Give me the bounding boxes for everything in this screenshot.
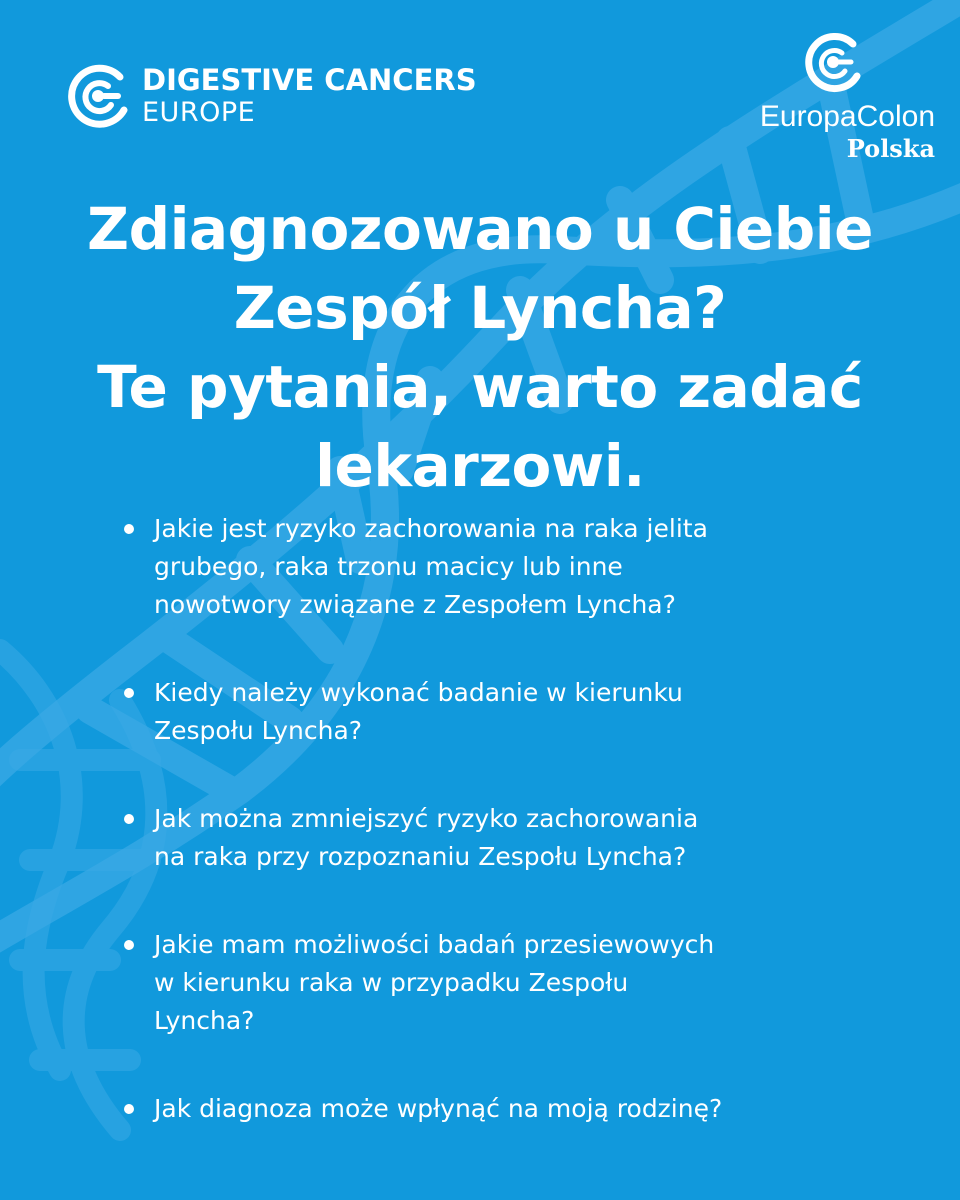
question-line: Jakie mam możliwości badań przesiewowych bbox=[154, 930, 715, 959]
list-item bbox=[118, 800, 918, 876]
question-line: na raka przy rozpoznaniu Zespołu Lyncha? bbox=[154, 842, 687, 871]
question-list bbox=[118, 510, 918, 1128]
question-text bbox=[154, 1090, 918, 1128]
bullet-dot-icon bbox=[124, 1104, 134, 1114]
question-text bbox=[154, 510, 918, 624]
question-text bbox=[154, 926, 918, 1040]
question-line: Zespołu Lyncha? bbox=[154, 716, 363, 745]
digestive-cancers-europe-logo-icon bbox=[64, 62, 132, 130]
dce-wordmark bbox=[142, 63, 477, 128]
list-item bbox=[118, 674, 918, 750]
bullet-dot-icon bbox=[124, 524, 134, 534]
europacolon-country: Polska bbox=[846, 134, 935, 163]
question-line: w kierunku raka w przypadku Zespołu bbox=[154, 968, 629, 997]
bullet-dot-icon bbox=[124, 940, 134, 950]
question-text bbox=[154, 800, 918, 876]
question-line: Jak można zmniejszyć ryzyko zachorowania bbox=[154, 804, 699, 833]
bullet-dot-icon bbox=[124, 814, 134, 824]
question-line: grubego, raka trzonu macicy lub inne bbox=[154, 552, 623, 581]
digestive-cancers-europe-logo bbox=[64, 62, 477, 130]
question-line: Jak diagnoza może wpłynąć na moją rodzinę? bbox=[154, 1094, 723, 1123]
title-line: Te pytania, warto zadać bbox=[97, 353, 863, 421]
question-line: Lyncha? bbox=[154, 1006, 255, 1035]
list-item bbox=[118, 1090, 918, 1128]
page-title bbox=[30, 190, 930, 506]
question-line: Kiedy należy wykonać badanie w kierunku bbox=[154, 678, 683, 707]
europacolon-logo bbox=[745, 30, 935, 161]
title-line: Zespół Lyncha? bbox=[233, 274, 727, 342]
title-line: lekarzowi. bbox=[315, 432, 645, 500]
question-text bbox=[154, 674, 918, 750]
list-item bbox=[118, 926, 918, 1040]
list-item bbox=[118, 510, 918, 624]
title-line: Zdiagnozowano u Ciebie bbox=[87, 195, 873, 263]
dce-wordmark-line2: EUROPE bbox=[142, 97, 256, 128]
question-line: Jakie jest ryzyko zachorowania na raka jelita bbox=[154, 514, 708, 543]
europacolon-name: EuropaColon bbox=[759, 100, 935, 133]
bullet-dot-icon bbox=[124, 688, 134, 698]
europacolon-logo-icon bbox=[801, 30, 865, 94]
question-line: nowotwory związane z Zespołem Lyncha? bbox=[154, 590, 676, 619]
dce-wordmark-line1: DIGESTIVE CANCERS bbox=[142, 63, 477, 97]
